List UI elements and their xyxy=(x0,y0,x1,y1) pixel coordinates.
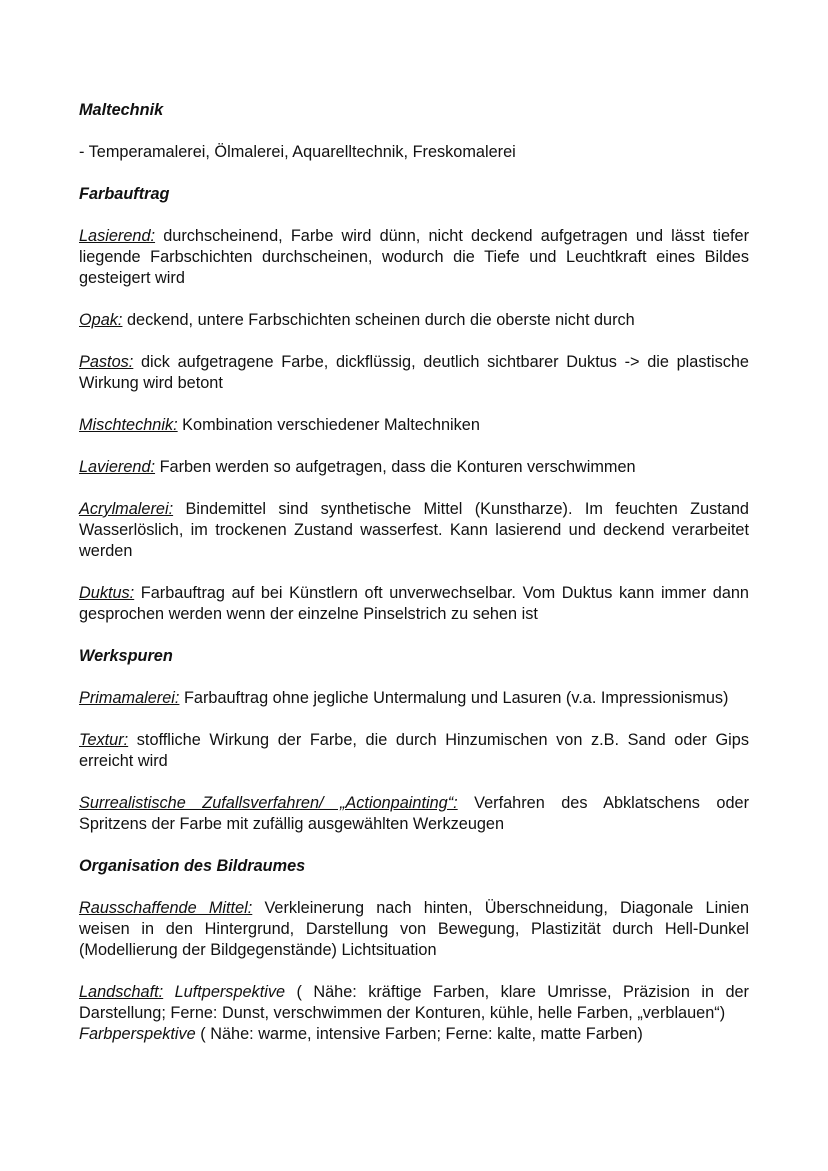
term: Rausschaffende Mittel: xyxy=(79,899,253,917)
entry-pastos xyxy=(79,352,749,394)
definition: Verfahren des Abklatschens oder Spritzens der Farbe mit zufällig ausgewählten Werkzeugen xyxy=(79,794,749,833)
luftperspektive-label: Luftperspektive xyxy=(163,983,286,1001)
entry-landschaft xyxy=(79,982,749,1024)
entry-acrylmalerei xyxy=(79,499,749,562)
document-page xyxy=(79,100,749,1045)
definition: deckend, untere Farbschichten scheinen durch die oberste nicht durch xyxy=(122,311,635,329)
entry-textur xyxy=(79,730,749,772)
entry-zufallsverfahren xyxy=(79,793,749,835)
term: Landschaft: xyxy=(79,983,164,1001)
term: Mischtechnik: xyxy=(79,416,178,434)
maltechnik-list: - Temperamalerei, Ölmalerei, Aquarelltechnik, Freskomalerei xyxy=(79,143,516,161)
heading-werkspuren: Werkspuren xyxy=(79,647,173,665)
entry-lasierend xyxy=(79,226,749,289)
luftperspektive-text: ( Nähe: kräftige Farben, klare Umrisse, Präzision in der Darstellung; Ferne: Dunst, verschwimmen der Konturen, kühle, helle Farben, „verblauen“) xyxy=(79,983,749,1022)
definition: Farbauftrag auf bei Künstlern oft unverwechselbar. Vom Duktus kann immer dann gesprochen werden wenn der einzelne Pinselstrich zu sehen ist xyxy=(79,584,749,623)
entry-lavierend xyxy=(79,457,749,478)
entry-mischtechnik xyxy=(79,415,749,436)
definition: Bindemittel sind synthetische Mittel (Kunstharze). Im feuchten Zustand Wasserlöslich, im trockenen Zustand wasserfest. Kann lasierend und deckend verarbeitet werden xyxy=(79,500,749,560)
term: Pastos: xyxy=(79,353,134,371)
definition: Kombination verschiedener Maltechniken xyxy=(177,416,480,434)
term: Lavierend: xyxy=(79,458,156,476)
term: Textur: xyxy=(79,731,129,749)
definition: Farben werden so aufgetragen, dass die Konturen verschwimmen xyxy=(155,458,636,476)
term: Acrylmalerei: xyxy=(79,500,174,518)
definition: Verkleinerung nach hinten, Überschneidung, Diagonale Linien weisen in den Hintergrund, Darstellung von Bewegung, Plastizität durch Hell-Dunkel (Modellierung der Bildgegenstände) Lichtsituation xyxy=(79,899,749,959)
term: Opak: xyxy=(79,311,123,329)
farbperspektive-label: Farbperspektive xyxy=(79,1025,196,1043)
farbperspektive-text: ( Nähe: warme, intensive Farben; Ferne: kalte, matte Farben) xyxy=(195,1025,643,1043)
heading-maltechnik: Maltechnik xyxy=(79,101,164,119)
term: Primamalerei: xyxy=(79,689,180,707)
entry-farbperspektive xyxy=(79,1024,749,1045)
entry-duktus xyxy=(79,583,749,625)
entry-primamalerei xyxy=(79,688,749,709)
term: Duktus: xyxy=(79,584,135,602)
term: Lasierend: xyxy=(79,227,156,245)
heading-bildraum: Organisation des Bildraumes xyxy=(79,857,306,875)
definition: dick aufgetragene Farbe, dickflüssig, deutlich sichtbarer Duktus -> die plastische Wirkung wird betont xyxy=(79,353,749,392)
entry-opak xyxy=(79,310,749,331)
term: Surrealistische Zufallsverfahren/ „Actionpainting“: xyxy=(79,794,458,812)
entry-rausschaffende-mittel xyxy=(79,898,749,961)
heading-farbauftrag: Farbauftrag xyxy=(79,185,170,203)
definition: stoffliche Wirkung der Farbe, die durch Hinzumischen von z.B. Sand oder Gips erreicht wird xyxy=(79,731,749,770)
definition: durchscheinend, Farbe wird dünn, nicht deckend aufgetragen und lässt tiefer liegende Farbschichten durchscheinen, wodurch die Tiefe und Leuchtkraft eines Bildes gesteigert wird xyxy=(79,227,749,287)
definition: Farbauftrag ohne jegliche Untermalung und Lasuren (v.a. Impressionismus) xyxy=(179,689,729,707)
